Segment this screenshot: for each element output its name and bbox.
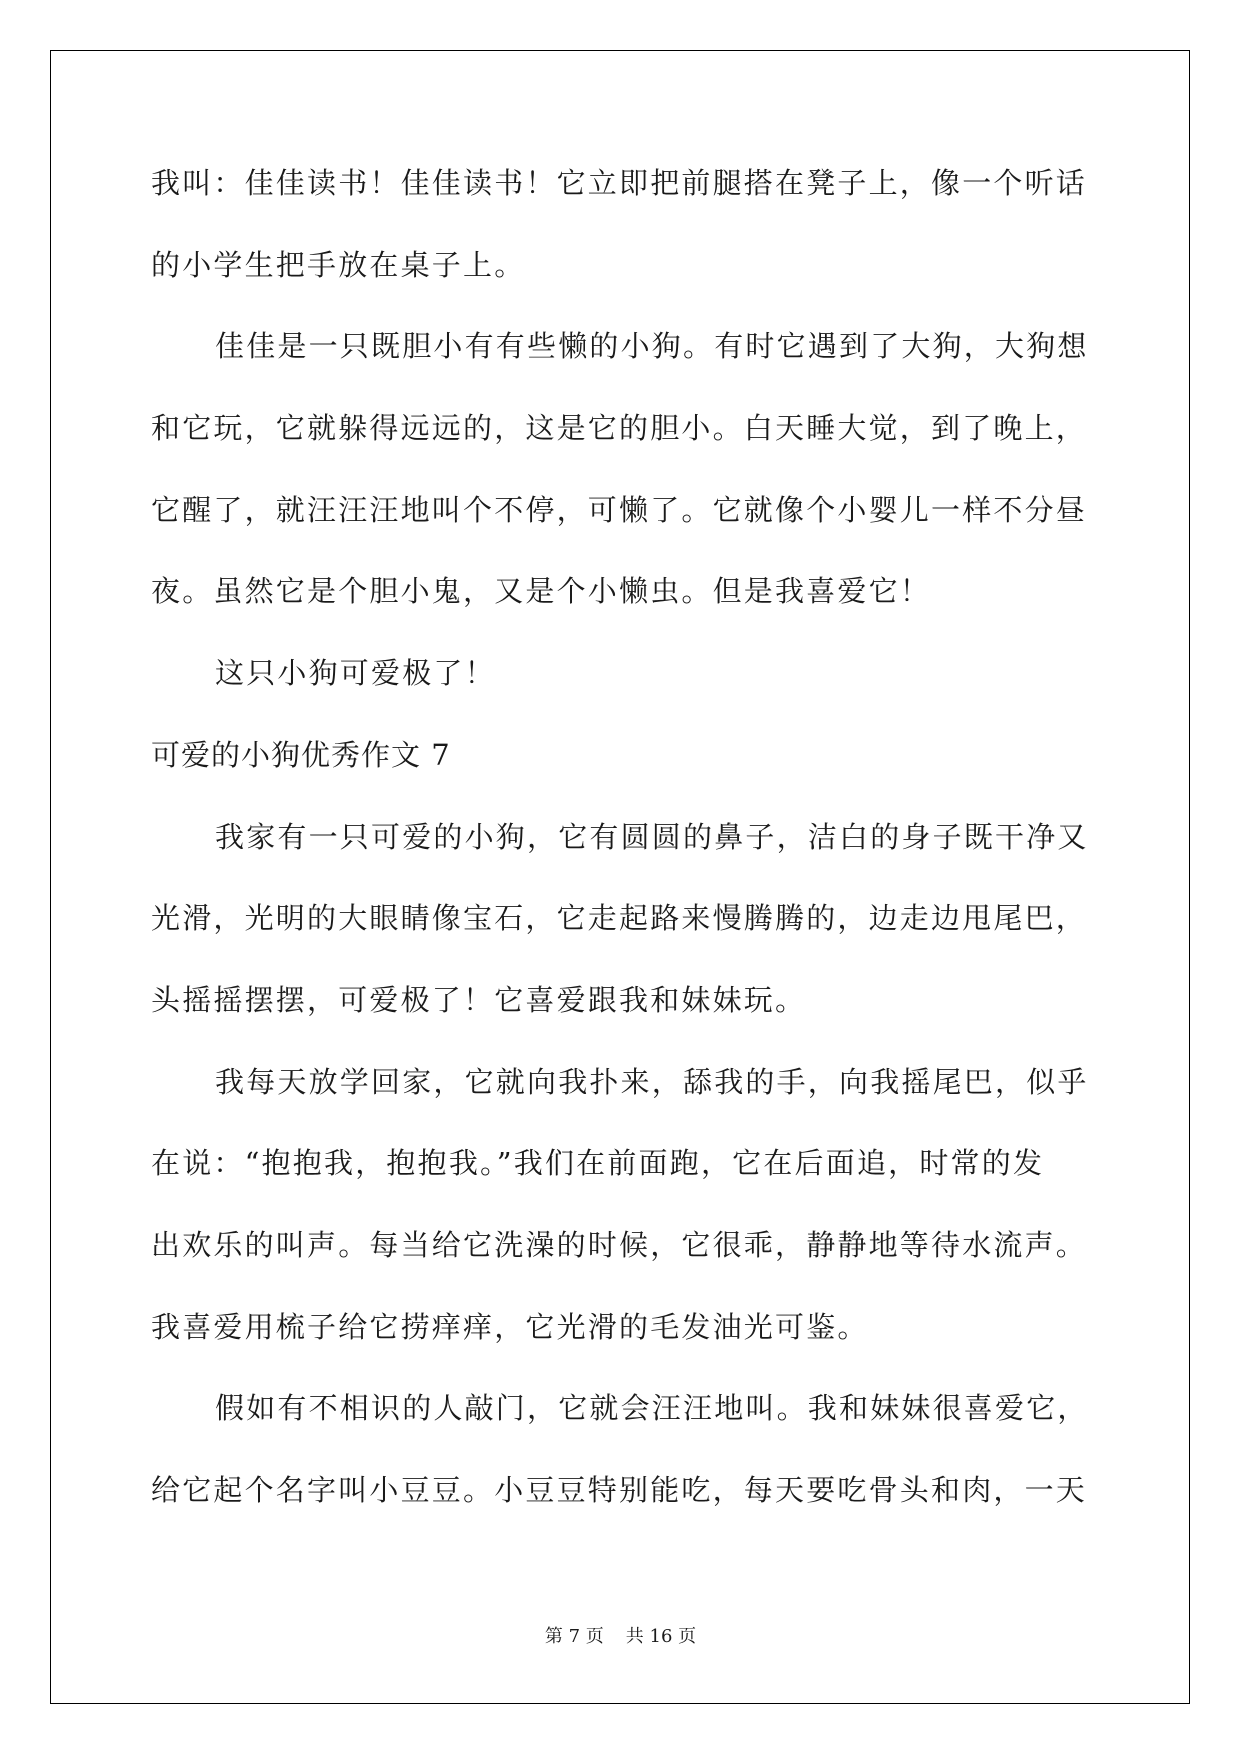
text-line: 和它玩，它就躲得远远的，这是它的胆小。白天睡大觉，到了晚上， xyxy=(151,411,1088,446)
paragraph-start-line: 佳佳是一只既胆小有有些懒的小狗。有时它遇到了大狗，大狗想 xyxy=(215,329,1089,364)
paragraph-start-line: 我每天放学回家，它就向我扑来，舔我的手，向我摇尾巴，似乎 xyxy=(215,1064,1089,1099)
text-line: 头摇摇摆摆，可爱极了！它喜爱跟我和妹妹玩。 xyxy=(151,982,807,1017)
text-line: 我叫：佳佳读书！佳佳读书！它立即把前腿搭在凳子上，像一个听话 xyxy=(151,166,1088,200)
paragraph-start-line: 我家有一只可爱的小狗，它有圆圆的鼻子，洁白的身子既干净又 xyxy=(215,819,1089,854)
page-number: 第 7 页 xyxy=(544,1626,604,1647)
paragraph-start-line: 这只小狗可爱极了！ xyxy=(215,656,496,691)
text-line: 出欢乐的叫声。每当给它洗澡的时候，它很乖，静静地等待水流声。 xyxy=(151,1227,1088,1262)
text-line: 它醒了，就汪汪汪地叫个不停，可懒了。它就像个小婴儿一样不分昼 xyxy=(151,492,1088,527)
text-line: 的小学生把手放在桌子上。 xyxy=(151,247,526,282)
total-pages: 共 16 页 xyxy=(625,1626,697,1647)
document-body xyxy=(151,168,1096,1557)
text-line: 光滑，光明的大眼睛像宝石，它走起路来慢腾腾的，边走边甩尾巴， xyxy=(151,901,1088,936)
paragraph-start-line: 假如有不相识的人敲门，它就会汪汪地叫。我和妹妹很喜爱它， xyxy=(215,1391,1089,1426)
text-line: 在说：“抱抱我，抱抱我。”我们在前面跑，它在后面追，时常的发 xyxy=(151,1146,1045,1181)
text-line: 我喜爱用梳子给它捞痒痒，它光滑的毛发油光可鉴。 xyxy=(151,1309,869,1344)
text-line: 夜。虽然它是个胆小鬼，又是个小懒虫。但是我喜爱它！ xyxy=(151,574,932,609)
section-heading: 可爱的小狗优秀作文 7 xyxy=(151,737,451,772)
text-line: 给它起个名字叫小豆豆。小豆豆特别能吃，每天要吃骨头和肉，一天 xyxy=(151,1473,1088,1507)
page-footer xyxy=(0,1622,1241,1648)
